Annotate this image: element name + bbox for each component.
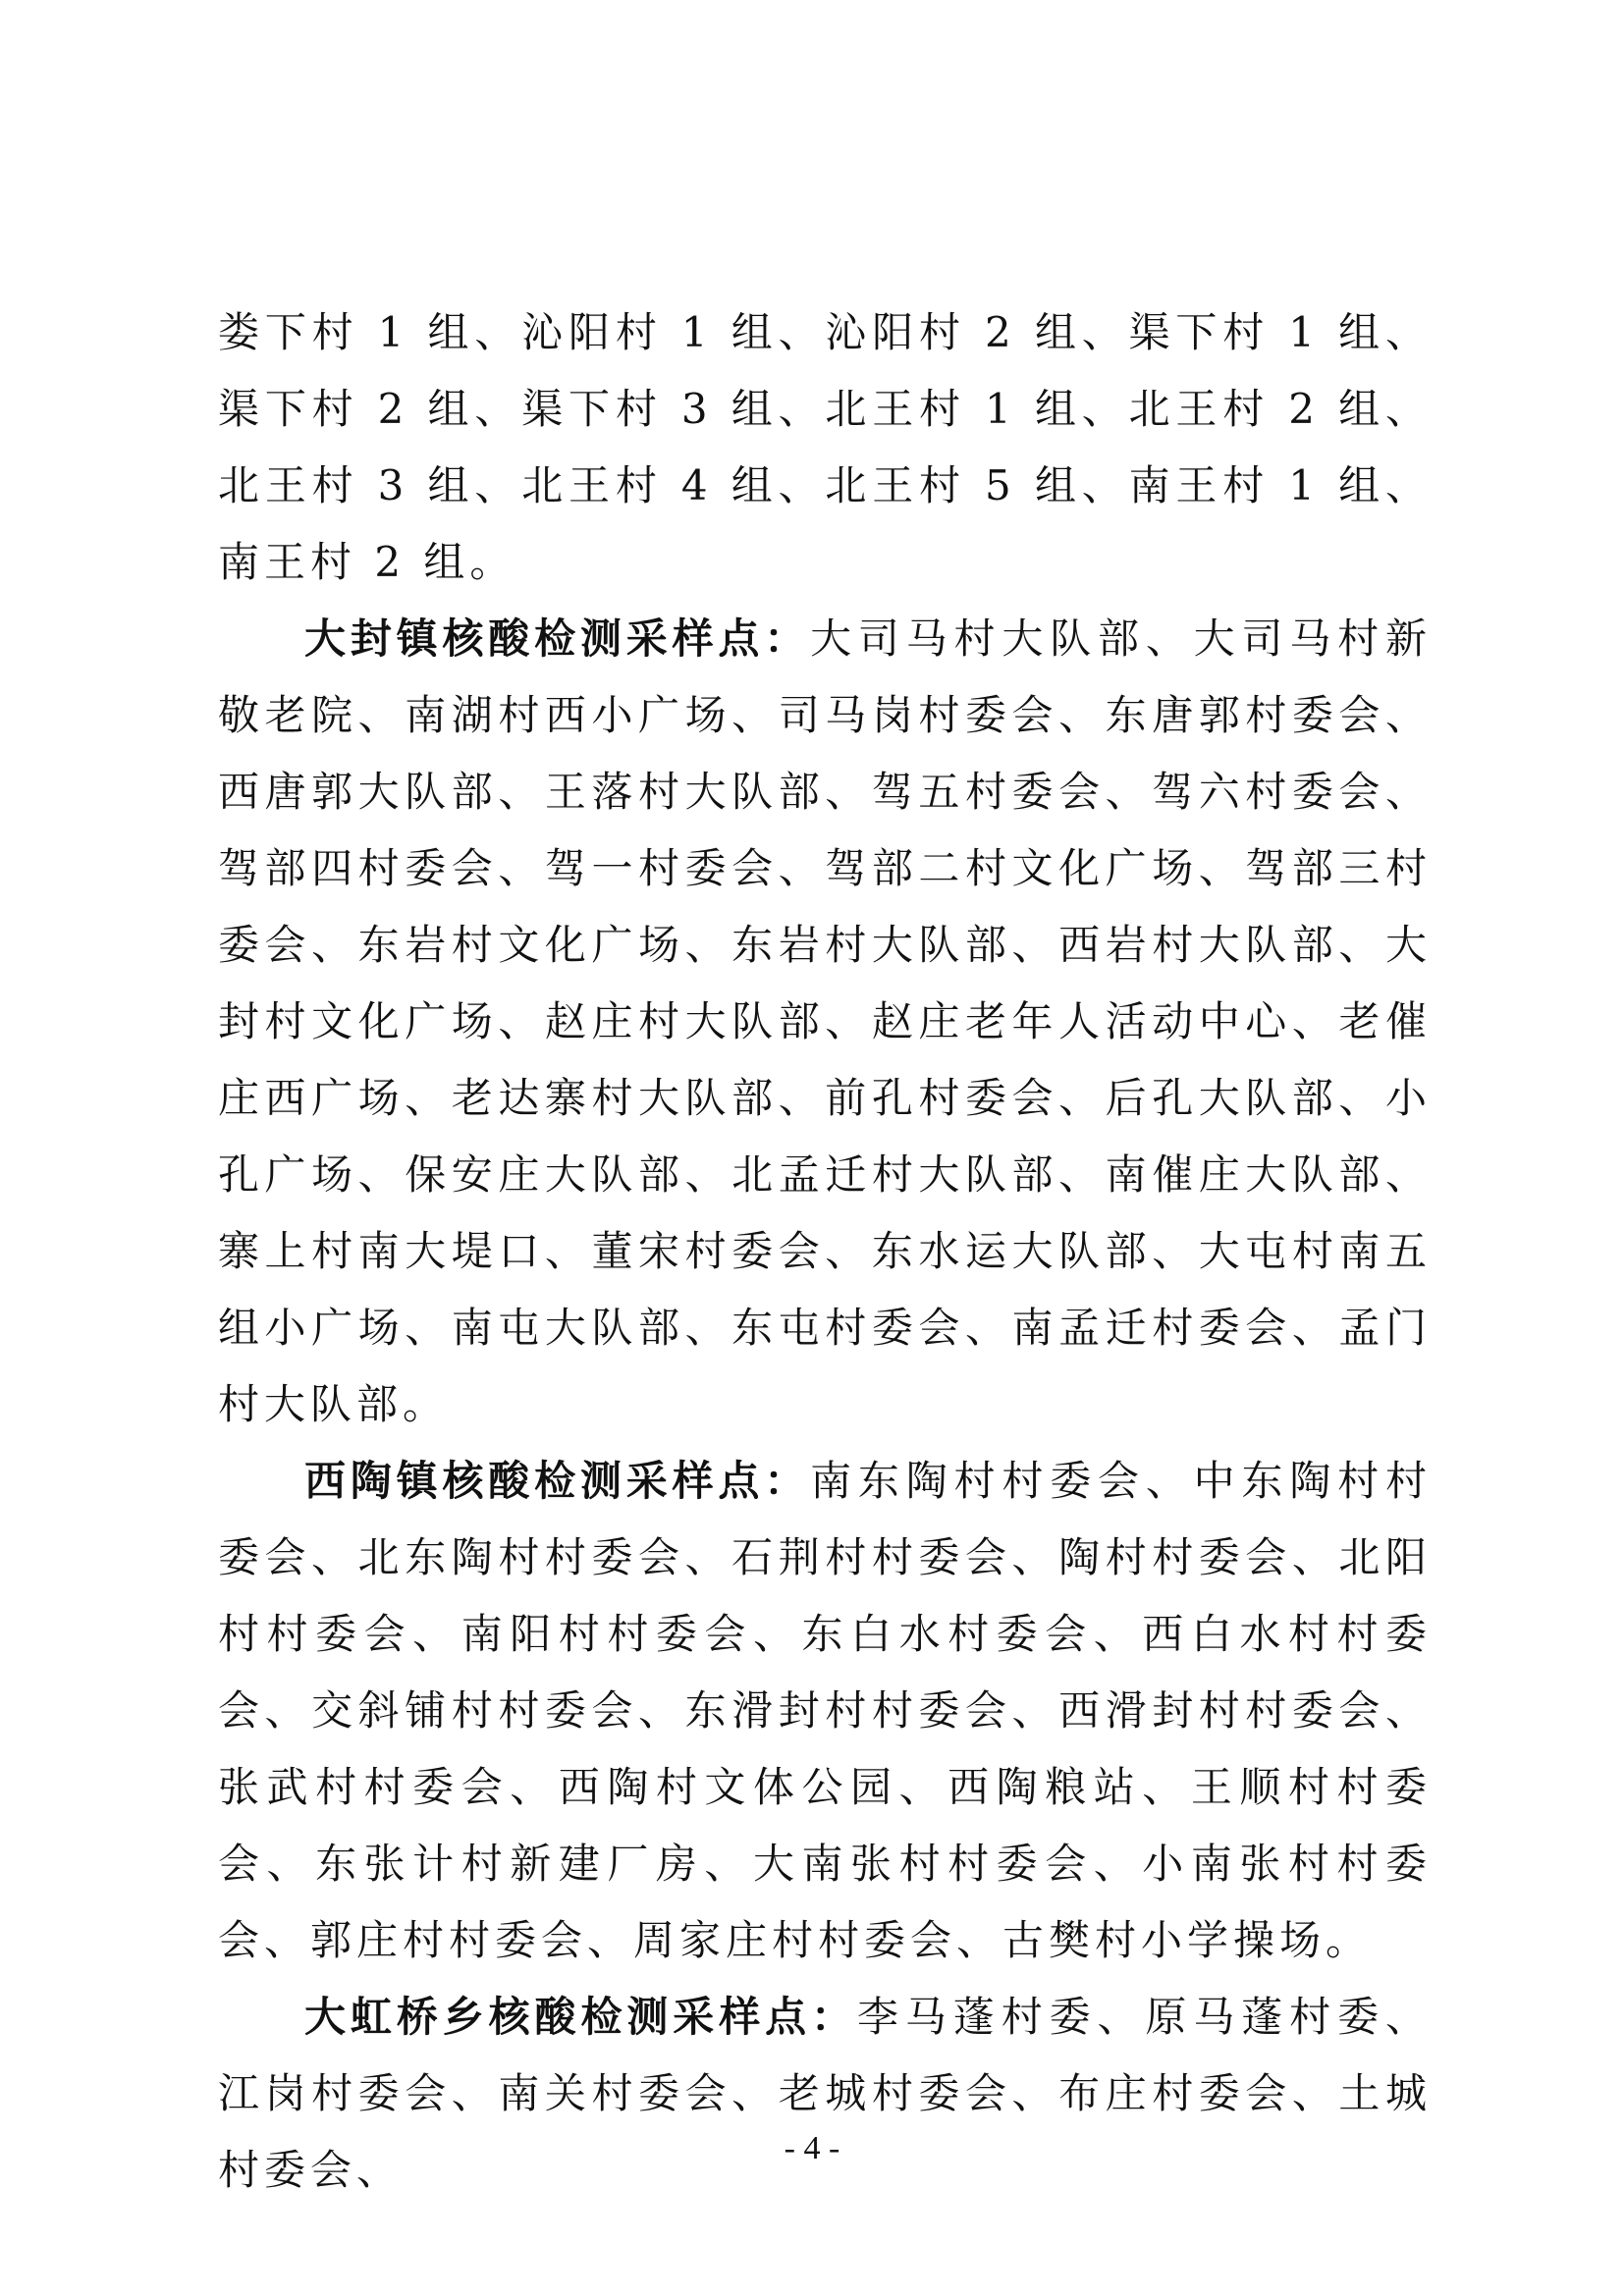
page-number: - 4 - bbox=[784, 2130, 840, 2166]
paragraph-text: 娄下村 1 组、沁阳村 1 组、沁阳村 2 组、渠下村 1 组、渠下村 2 组、渠下村 3 组、北王村 1 组、北王村 2 组、北王村 3 组、北王村 4 组、北王村 5 组、南王村 1 组、南王村 2 组。 bbox=[218, 308, 1432, 586]
paragraph-continuation bbox=[218, 294, 1432, 601]
body-text bbox=[218, 294, 1432, 2209]
paragraph-heading: 大虹桥乡核酸检测采样点： bbox=[304, 1993, 857, 2041]
paragraph-text: 大司马村大队部、大司马村新敬老院、南湖村西小广场、司马岗村委会、东唐郭村委会、西唐郭大队部、王落村大队部、驾五村委会、驾六村委会、驾部四村委会、驾一村委会、驾部二村文化广场、驾部三村委会、东岩村文化广场、东岩村大队部、西岩村大队部、大封村文化广场、赵庄村大队部、赵庄老年人活动中心、老催庄西广场、老达寨村大队部、前孔村委会、后孔大队部、小孔广场、保安庄大队部、北孟迁村大队部、南催庄大队部、寨上村南大堤口、董宋村委会、东水运大队部、大屯村南五组小广场、南屯大队部、东屯村委会、南孟迁村委会、孟门村大队部。 bbox=[218, 614, 1432, 1428]
paragraph-heading: 大封镇核酸检测采样点： bbox=[304, 614, 811, 663]
paragraph-dafeng bbox=[218, 601, 1432, 1443]
paragraph-text: 李马蓬村委、原马蓬村委、江岗村委会、南关村委会、老城村委会、布庄村委会、土城村委会、 bbox=[218, 1993, 1432, 2194]
paragraph-heading: 西陶镇核酸检测采样点： bbox=[304, 1457, 811, 1505]
paragraph-dahongqiao bbox=[218, 1979, 1432, 2209]
paragraph-xitao bbox=[218, 1443, 1432, 1979]
paragraph-text: 南东陶村村委会、中东陶村村委会、北东陶村村委会、石荆村村委会、陶村村委会、北阳村村委会、南阳村村委会、东白水村委会、西白水村村委会、交斜铺村村委会、东滑封村村委会、西滑封村村委会、张武村村委会、西陶村文体公园、西陶粮站、王顺村村委会、东张计村新建厂房、大南张村村委会、小南张村村委会、郭庄村村委会、周家庄村村委会、古樊村小学操场。 bbox=[218, 1457, 1432, 1964]
